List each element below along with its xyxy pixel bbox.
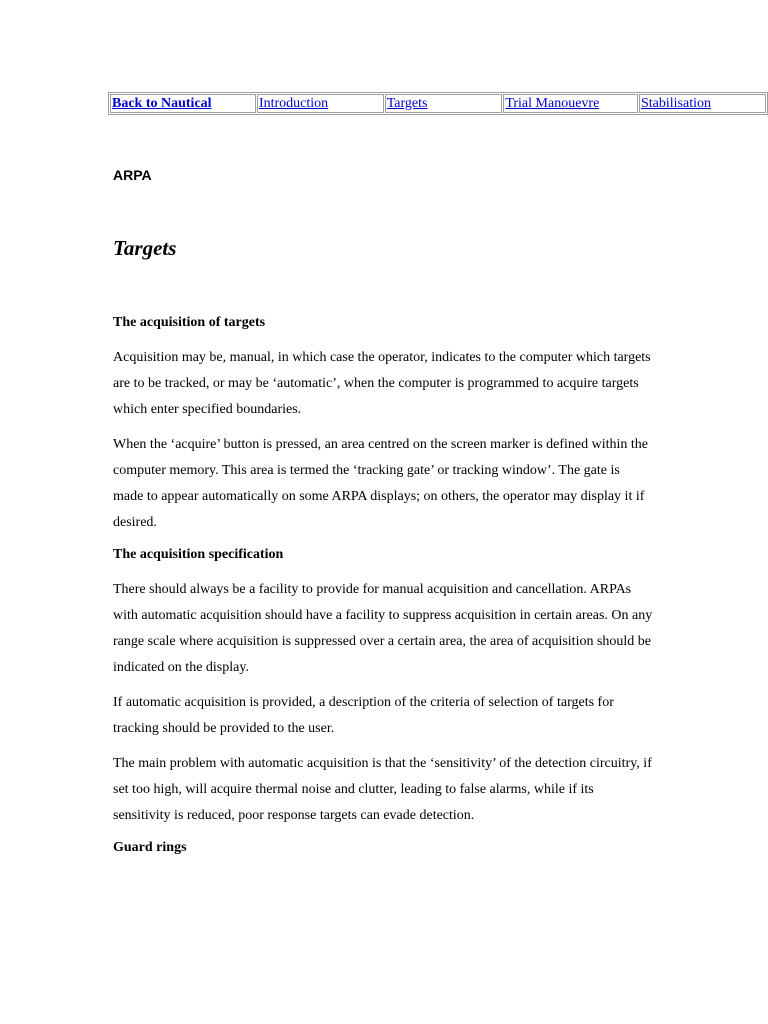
- nav-link-targets[interactable]: Targets: [386, 96, 428, 111]
- nav-link-introduction[interactable]: Introduction: [258, 96, 329, 111]
- nav-cell: [110, 94, 256, 113]
- heading-acquisition-specification: The acquisition specification: [113, 547, 284, 562]
- paragraph: Acquisition may be, manual, in which case the operator, indicates to the computer which targets are to be tracked, or may be ‘automatic’, when the computer is programmed to acquire targets which enter specified boundaries.: [113, 350, 651, 417]
- nav-row: [110, 94, 766, 113]
- paragraph: When the ‘acquire’ button is pressed, an area centred on the screen marker is defined within the computer memory. This area is termed the ‘tracking gate’ or tracking window’. The gate is made to appear automatically on some ARPA displays; on others, the operator may display it if desired.: [113, 437, 649, 530]
- page-title: Targets: [113, 236, 177, 260]
- heading-acquisition-of-targets: The acquisition of targets: [113, 315, 266, 330]
- nav-link-stabilisation[interactable]: Stabilisation: [640, 96, 711, 111]
- nav-table: [108, 92, 768, 115]
- section-label: ARPA: [113, 167, 152, 183]
- nav-link-back-to-nautical[interactable]: Back to Nautical: [112, 96, 212, 111]
- nav-cell: [257, 94, 384, 113]
- nav-cell: [385, 94, 503, 113]
- nav-cell: [503, 94, 638, 113]
- paragraph: The main problem with automatic acquisition is that the ‘sensitivity’ of the detection circuitry, if set too high, will acquire thermal noise and clutter, leading to false alarms, while if its sensitivity is reduced, poor response targets can evade detection.: [113, 756, 652, 823]
- nav-cell: [639, 94, 766, 113]
- article-body: [113, 313, 653, 870]
- heading-guard-rings: Guard rings: [113, 840, 187, 855]
- paragraph: There should always be a facility to provide for manual acquisition and cancellation. ARPAs with automatic acquisition should have a facility to suppress acquisition in certain areas. On any range scale where acquisition is suppressed over a certain area, the area of acquisition should be indicated on the display.: [113, 582, 653, 675]
- nav-link-trial-manouevre[interactable]: Trial Manouevre: [505, 96, 600, 111]
- paragraph: If automatic acquisition is provided, a description of the criteria of selection of targets for tracking should be provided to the user.: [113, 695, 614, 736]
